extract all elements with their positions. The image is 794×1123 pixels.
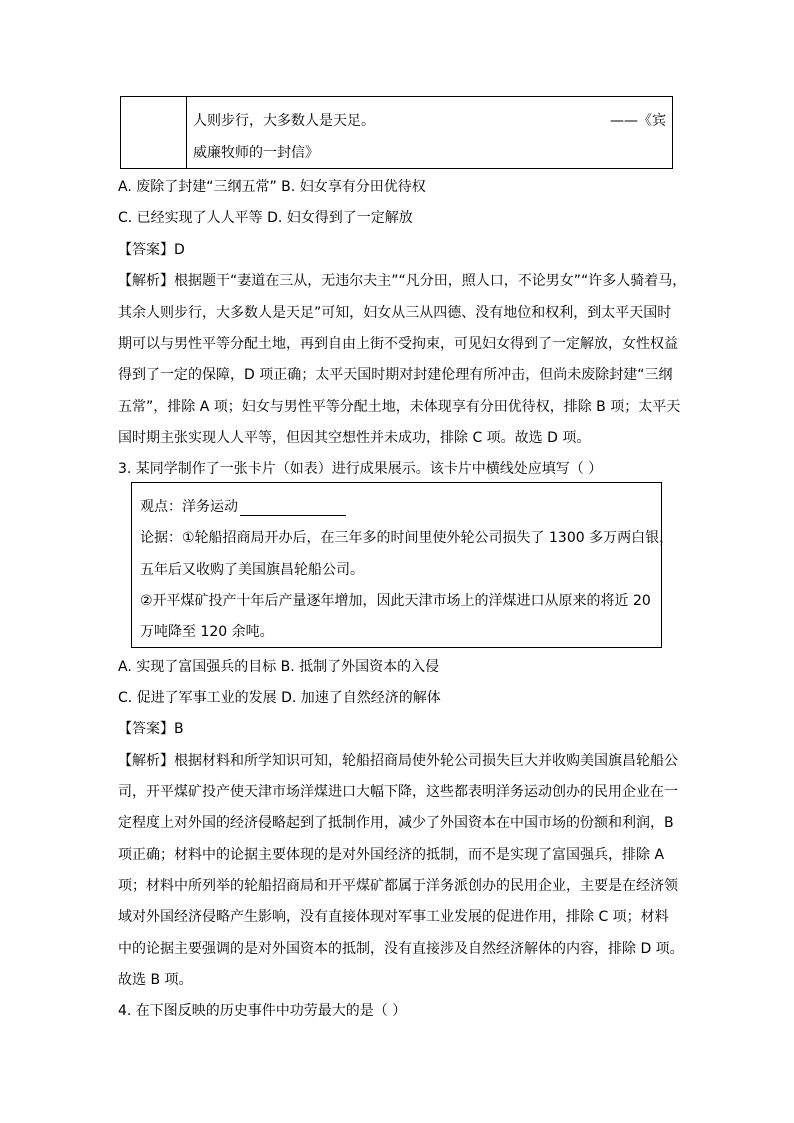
q2-analysis-line: 【解析】根据题干“妻道在三从，无违尔夫主”“凡分田，照人口，不论男女”“许多人骑着马，	[118, 273, 687, 289]
q3-analysis-line: 【解析】根据材料和所学知识可知，轮船招商局使外轮公司损失巨大并收购美国旗昌轮船公	[118, 753, 678, 769]
q3-analysis-line: 域对外国经济侵略产生影响，没有直接体现对军事工业发展的促进作用，排除 C 项；材料	[118, 909, 669, 925]
q2-options-row1: A. 废除了封建“三纲五常” B. 妇女享有分田优待权	[118, 179, 426, 195]
q3-analysis-line: 司，开平煤矿投产使天津市场洋煤进口大幅下降，这些都表明洋务运动创办的民用企业在一	[118, 784, 678, 800]
q3-card-title	[140, 496, 346, 516]
q3-card-line: 五年后又收购了美国旗昌轮船公司。	[140, 562, 364, 578]
q2-options-row2: C. 已经实现了人人平等 D. 妇女得到了一定解放	[118, 210, 413, 226]
q2-analysis-line: 国时期主张实现人人平等，但因其空想性并未成功，排除 C 项。故选 D 项。	[118, 430, 591, 446]
q3-answer: 【答案】B	[118, 721, 184, 737]
q3-options-row2: C. 促进了军事工业的发展 D. 加速了自然经济的解体	[118, 690, 441, 706]
q3-stem: 3. 某同学制作了一张卡片（如表）进行成果展示。该卡片中横线处应填写（ ）	[118, 461, 603, 477]
q3-card-line: ②开平煤矿投产十年后产量逐年增加，因此天津市场上的洋煤进口从原来的将近 20	[140, 593, 651, 609]
q3-card-line: 万吨降至 120 余吨。	[140, 624, 274, 640]
q3-analysis-line: 故选 B 项。	[118, 972, 193, 988]
q3-analysis-line: 项；材料中所列举的轮船招商局和开平煤矿都属于洋务派创办的民用企业，主要是在经济领	[118, 878, 678, 894]
q3-blank-line	[240, 501, 346, 516]
table-text-row1: 人则步行，大多数人是天足。	[193, 113, 375, 129]
q2-analysis-line: 期可以与男性平等分配土地，再到自由上街不受拘束，可见妇女得到了一定解放，女性权益	[118, 336, 678, 352]
q3-card-title-text: 观点：洋务运动	[140, 499, 238, 515]
q2-analysis-line: 其余人则步行，大多数人是天足”可知，妇女从三从四德、没有地位和权利，到太平天国时	[118, 305, 672, 321]
q2-analysis-line: 五常”，排除 A 项；妇女与男性平等分配土地，未体现享有分田优待权，排除 B 项；太平天	[118, 399, 681, 415]
q2-analysis-line: 得到了一定的保障，D 项正确；太平天国时期对封建伦理有所冲击，但尚未废除封建“三纲	[118, 367, 673, 383]
table-source-part2: 威廉牧师的一封信》	[193, 145, 319, 161]
q3-analysis-line: 中的论据主要强调的是对外国资本的抵制，没有直接涉及自然经济解体的内容，排除 D 项。	[118, 941, 684, 957]
q2-answer: 【答案】D	[118, 242, 185, 258]
q3-card-line: 论据：①轮船招商局开办后，在三年多的时间里使外轮公司损失了 1300 多万两白银，	[140, 530, 674, 546]
q3-analysis-line: 项正确；材料中的论据主要体现的是对外国经济的抵制，而不是实现了富国强兵，排除 A	[118, 847, 665, 863]
q3-analysis-line: 定程度上对外国的经济侵略起到了抵制作用，减少了外国资本在中国市场的份额和利润，B	[118, 815, 674, 831]
table-source-part1: ——《宾	[610, 113, 666, 129]
table-divider	[186, 97, 187, 168]
q3-options-row1: A. 实现了富国强兵的目标 B. 抵制了外国资本的入侵	[118, 659, 440, 675]
q4-stem: 4. 在下图反映的历史事件中功劳最大的是（ ）	[118, 1003, 407, 1019]
